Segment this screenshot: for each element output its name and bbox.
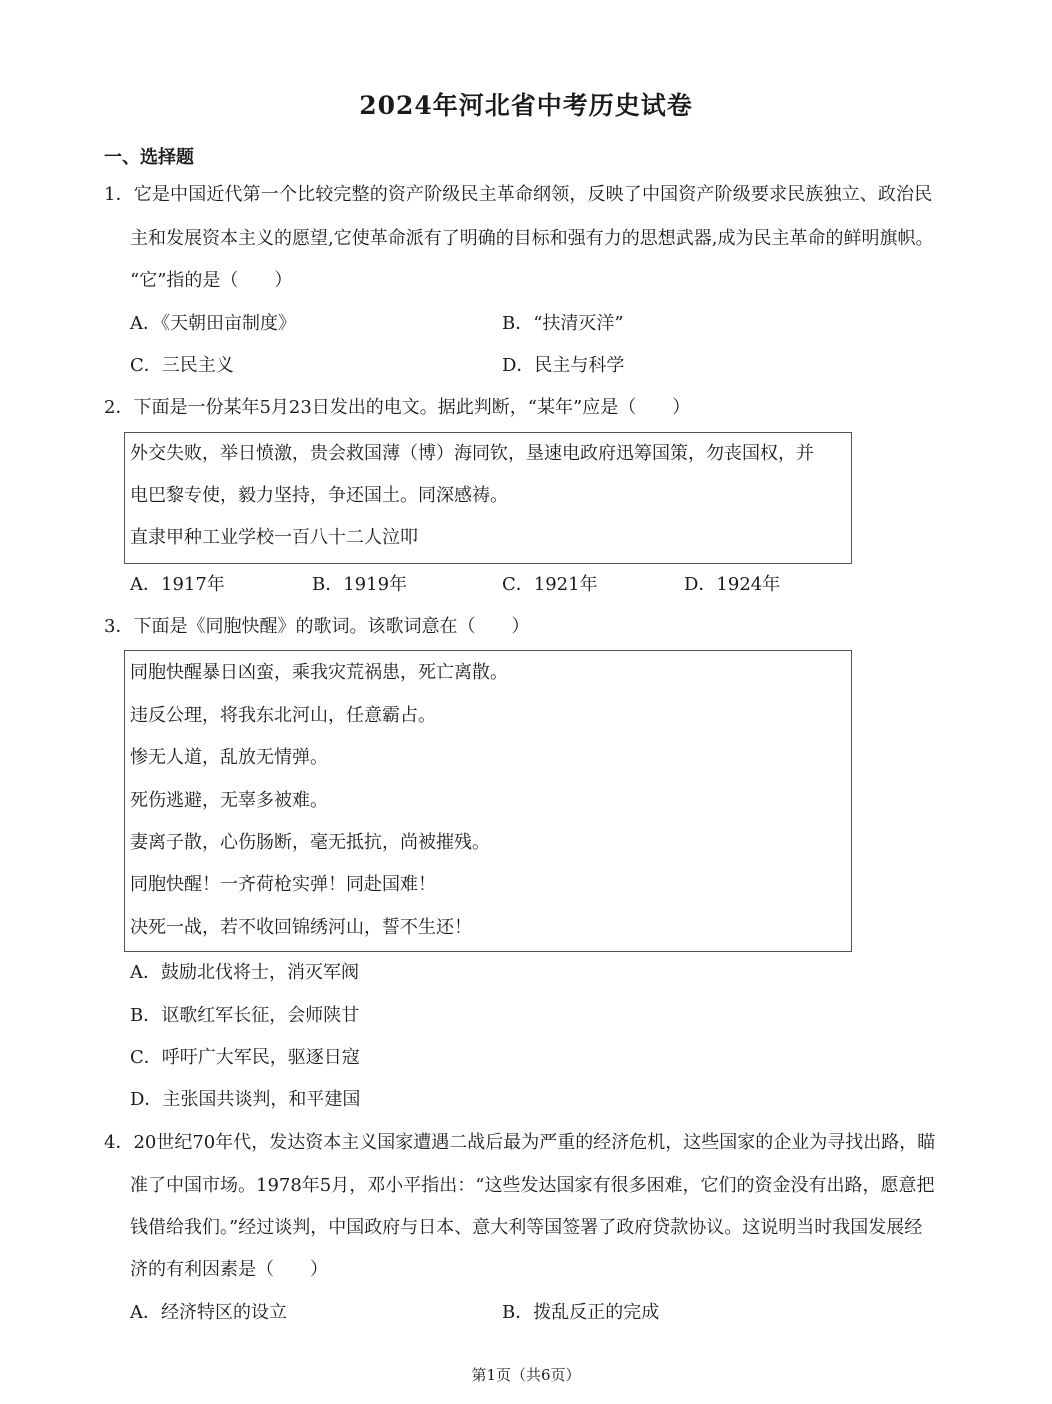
- q3-option-c: C．呼吁广大军民，驱逐日寇: [130, 1047, 360, 1068]
- q2-option-a: A．1917年: [130, 574, 225, 595]
- exam-title: 2024年河北省中考历史试卷: [359, 91, 693, 120]
- q3-lyric-line-3: 惨无人道，乱放无情弹。: [130, 747, 328, 768]
- q1-stem-line-2: 主和发展资本主义的愿望,它使革命派有了明确的目标和强有力的思想武器,成为民主革命的鲜明旗帜。: [130, 228, 934, 249]
- q4-option-b: B．拨乱反正的完成: [502, 1302, 660, 1323]
- q1-option-b: B．“扶清灭洋”: [502, 313, 624, 334]
- q2-stem: 2．下面是一份某年5月23日发出的电文。据此判断，“某年”应是（ ）: [104, 397, 691, 418]
- q2-option-c: C．1921年: [502, 574, 598, 595]
- q3-lyric-line-1: 同胞快醒暴日凶蛮，乘我灾荒祸患，死亡离散。: [130, 662, 508, 683]
- q3-lyric-line-4: 死伤逃避，无辜多被难。: [130, 790, 328, 811]
- q3-lyric-line-6: 同胞快醒！一齐荷枪实弹！同赴国难！: [130, 874, 436, 895]
- q2-box-line-2: 电巴黎专使，毅力坚持，争还国土。同深感祷。: [130, 485, 508, 506]
- q4-stem-line-1: 4．20世纪70年代，发达资本主义国家遭遇二战后最为严重的经济危机，这些国家的企业为寻找出路，瞄: [104, 1132, 936, 1153]
- q1-stem-line-1: 1．它是中国近代第一个比较完整的资产阶级民主革命纲领，反映了中国资产阶级要求民族独立、政治民: [104, 184, 933, 205]
- q2-box-line-3: 直隶甲种工业学校一百八十二人泣叩: [130, 527, 418, 548]
- q3-option-b: B．讴歌红军长征，会师陕甘: [130, 1005, 360, 1026]
- q4-stem-line-3: 钱借给我们。”经过谈判，中国政府与日本、意大利等国签署了政府贷款协议。这说明当时我国发展经: [130, 1217, 923, 1238]
- q3-option-d: D．主张国共谈判，和平建国: [130, 1089, 361, 1110]
- q3-option-a: A．鼓励北伐将士，消灭军阀: [130, 962, 359, 983]
- q4-stem-line-2: 准了中国市场。1978年5月，邓小平指出：“这些发达国家有很多困难，它们的资金没有出路，愿意把: [130, 1175, 935, 1196]
- q4-stem-line-4: 济的有利因素是（ ）: [130, 1259, 328, 1280]
- q2-option-b: B．1919年: [312, 574, 408, 595]
- section-heading: 一、选择题: [104, 147, 194, 168]
- q1-option-a: A．《天朝田亩制度》: [130, 313, 296, 334]
- page-footer: 第1页（共6页）: [471, 1366, 581, 1384]
- q3-lyric-line-2: 违反公理，将我东北河山，任意霸占。: [130, 705, 436, 726]
- q2-box-line-1: 外交失败，举日愤激，贵会救国薄（博）海同钦，垦速电政府迅筹国策，勿丧国权，并: [130, 443, 814, 464]
- q4-option-a: A．经济特区的设立: [130, 1302, 287, 1323]
- q1-stem-line-3: “它”指的是（ ）: [130, 270, 293, 291]
- q2-option-d: D．1924年: [684, 574, 781, 595]
- q1-option-d: D．民主与科学: [502, 355, 625, 376]
- q3-lyric-line-7: 决死一战，若不收回锦绣河山，誓不生还！: [130, 917, 472, 938]
- q3-lyric-line-5: 妻离子散，心伤肠断，毫无抵抗，尚被摧残。: [130, 832, 490, 853]
- q1-option-c: C．三民主义: [130, 355, 234, 376]
- q3-stem: 3．下面是《同胞快醒》的歌词。该歌词意在（ ）: [104, 616, 530, 637]
